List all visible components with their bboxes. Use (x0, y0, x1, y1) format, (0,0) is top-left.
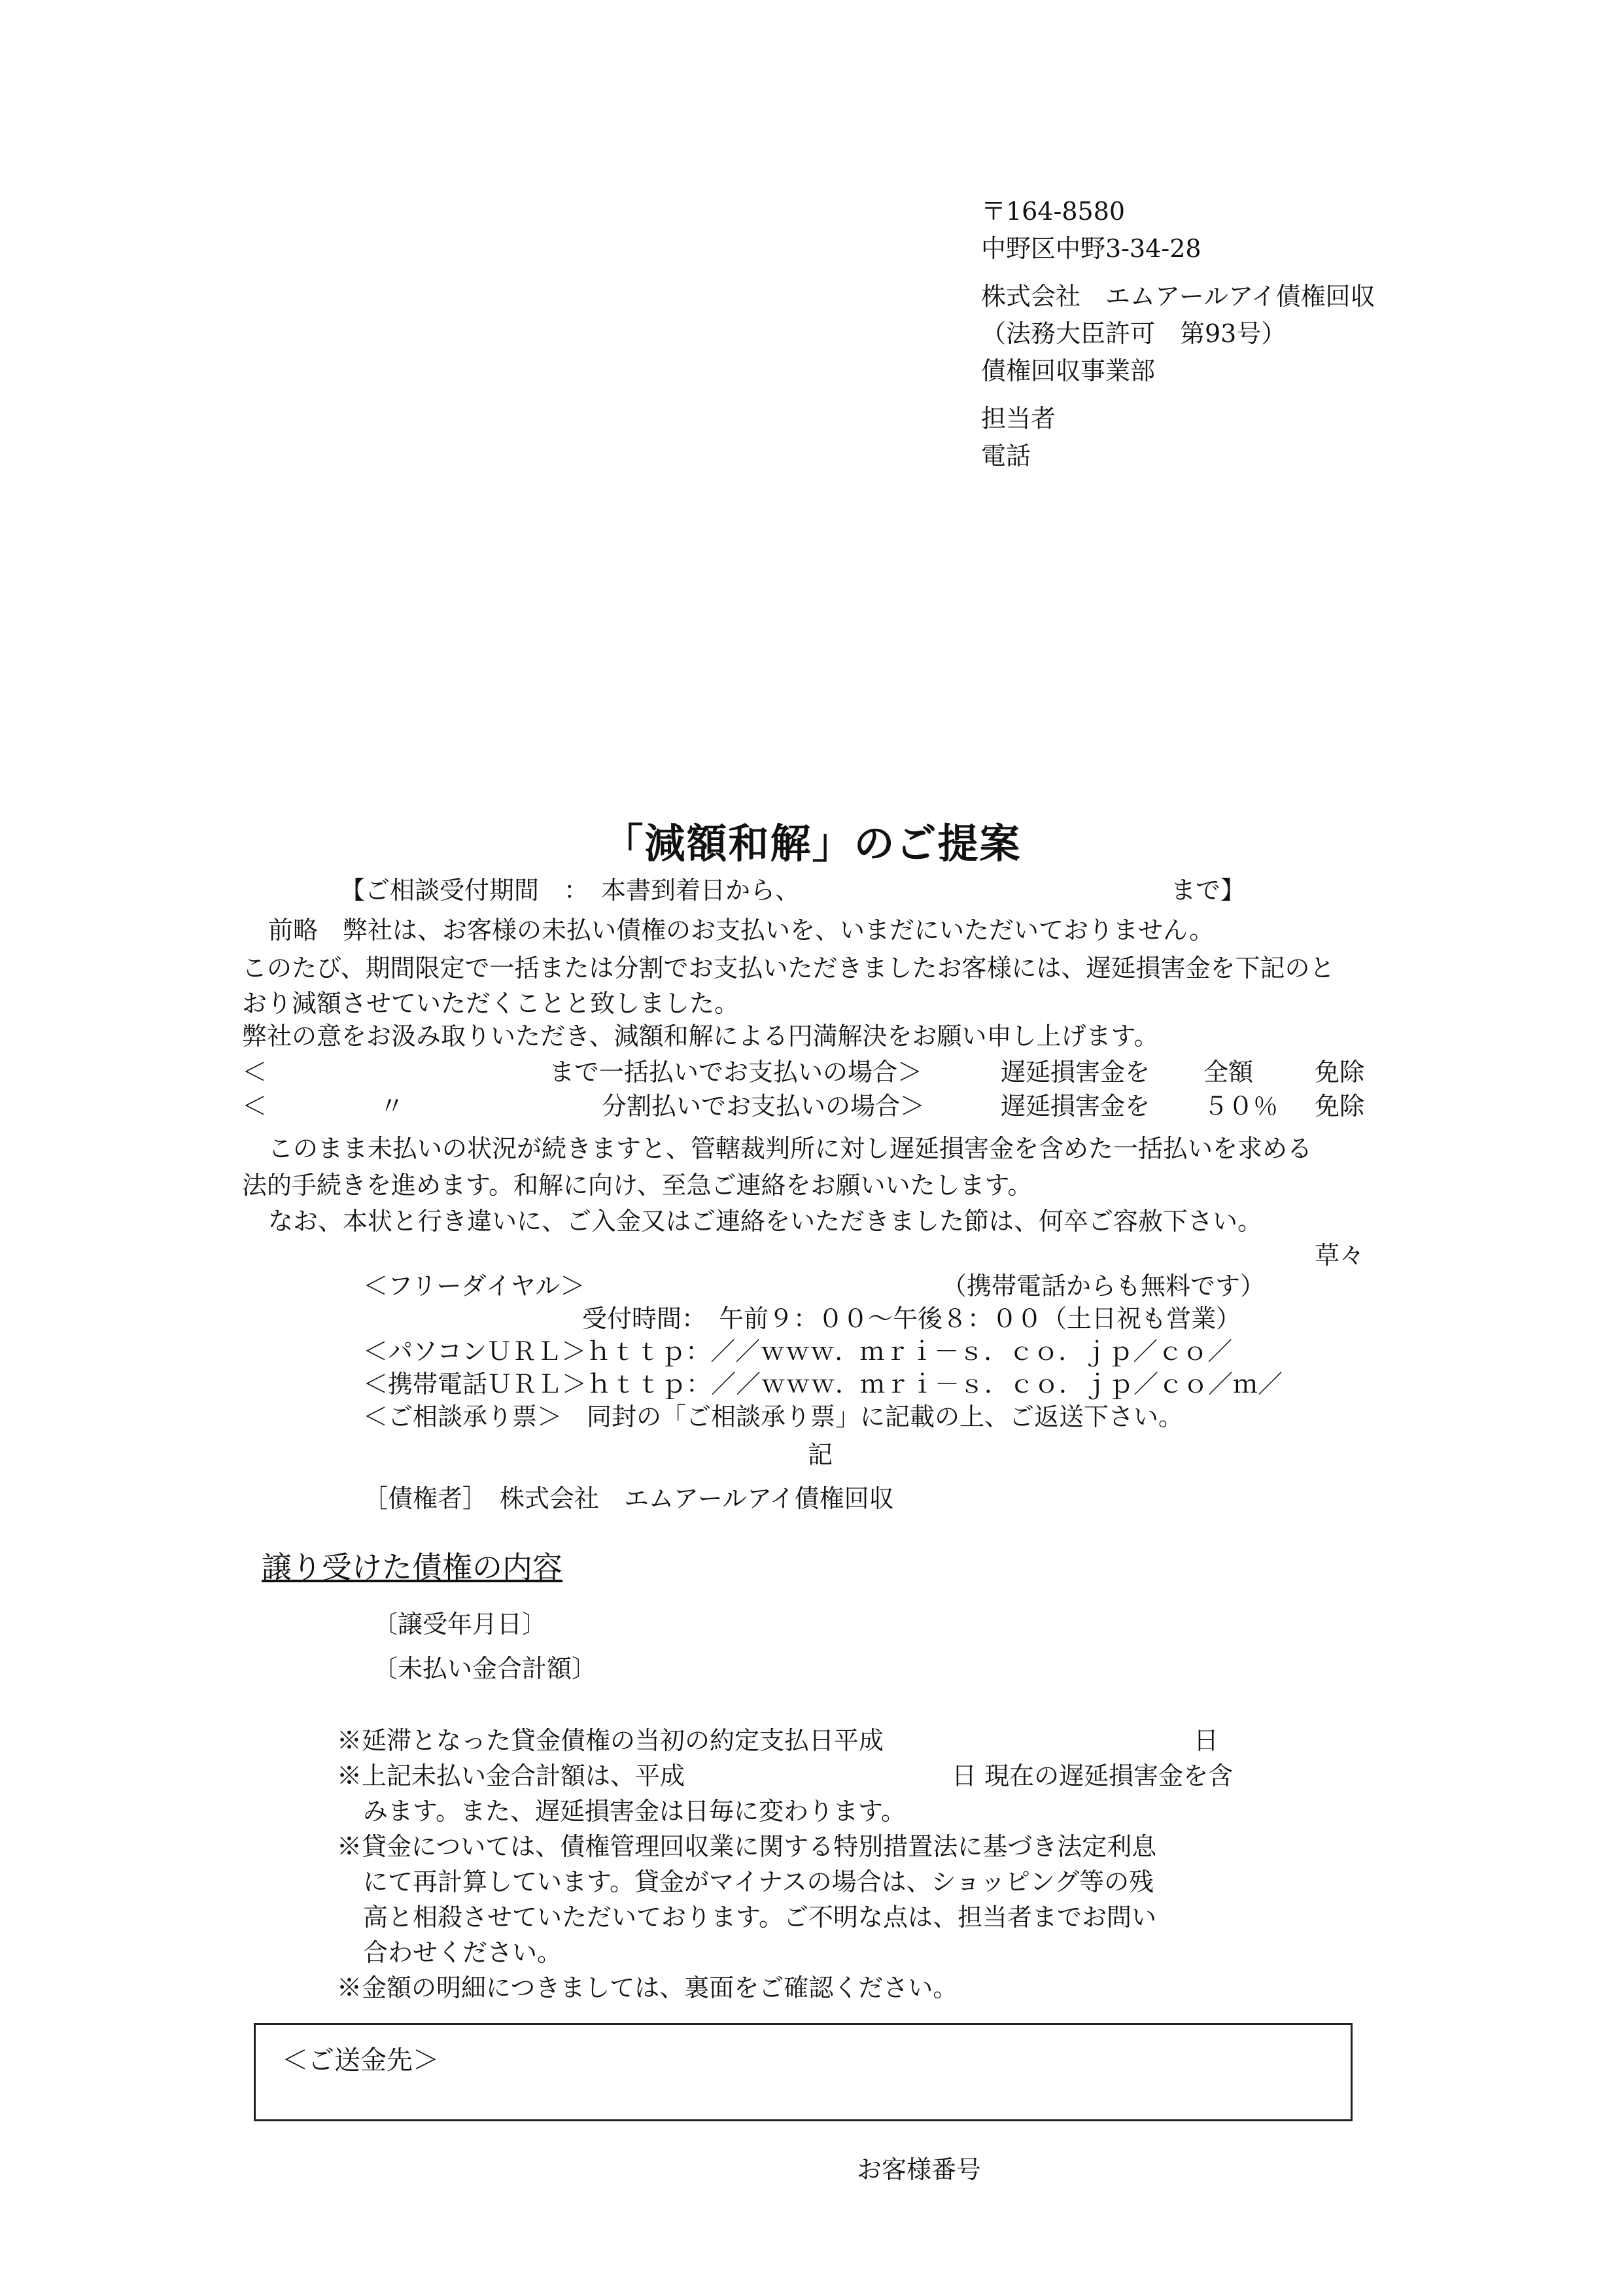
period-open: 【ご相談受付期間 ： 本書到着日から、 (340, 876, 801, 905)
sender-phone: 電話 (981, 442, 1031, 470)
offer-2-action: 免除 (1315, 1092, 1365, 1120)
warning-l3: なお、本状と行き違いに、ご入金又はご連絡をいただきました節は、何卒ご容赦下さい。 (268, 1207, 1263, 1236)
offer-2-amount: ５０％ (1203, 1092, 1279, 1120)
body-p2a: このたび、期間限定で一括または分割でお支払いただきましたお客様には、遅延損害金を下記のと (242, 954, 1335, 982)
note-3c: 高と相殺させていただいております。ご不明な点は、担当者までお問い (363, 1903, 1156, 1932)
offer-1-open: ＜ (242, 1058, 268, 1086)
offer-1-action: 免除 (1315, 1058, 1365, 1086)
note-2a: ※上記未払い金合計額は、平成 (337, 1762, 685, 1790)
offer-2-fee: 遅延損害金を (1001, 1092, 1150, 1120)
note-3a: ※貸金については、債権管理回収業に関する特別措置法に基づき法定利息 (337, 1832, 1157, 1861)
closing-soso: 草々 (1315, 1241, 1365, 1270)
note-2b: 日 現在の遅延損害金を含 (952, 1762, 1234, 1790)
period-close: まで】 (1171, 876, 1246, 905)
consult-slip: ＜ご相談承り票＞ 同封の「ご相談承り票」に記載の上、ご返送下さい。 (363, 1402, 1184, 1431)
sender-block (981, 193, 1375, 475)
note-3d: 合わせください。 (363, 1938, 562, 1967)
offer-2-open: ＜ (242, 1092, 268, 1120)
transfer-total-label: 〔未払い金合計額〕 (373, 1654, 597, 1683)
transfer-date-label: 〔譲受年月日〕 (373, 1610, 547, 1639)
pc-url: ＜パソコンＵＲＬ＞ｈｔｔｐ：／／ｗｗｗ．ｍｒｉ－ｓ．ｃｏ．ｊｐ／ｃｏ／ (363, 1337, 1233, 1366)
mobile-free-note: （携帯電話からも無料です） (942, 1272, 1266, 1300)
ki-label: 記 (808, 1440, 833, 1469)
body-p2b: おり減額させていただくことと致しました。 (242, 989, 740, 1018)
creditor: ［債権者］ 株式会社 エムアールアイ債権回収 (363, 1484, 894, 1513)
sender-department: 債権回収事業部 (981, 356, 1156, 385)
mobile-url: ＜携帯電話ＵＲＬ＞ｈｔｔｐ：／／ｗｗｗ．ｍｒｉ－ｓ．ｃｏ．ｊｐ／ｃｏ／ｍ／ (363, 1370, 1283, 1398)
offer-2-label: 分割払いでお支払いの場合＞ (602, 1092, 925, 1120)
sender-company: 株式会社 エムアールアイ債権回収 (981, 282, 1375, 311)
sender-postal: 〒164-8580 (981, 197, 1126, 226)
remit-box (254, 2023, 1353, 2121)
offer-1-fee: 遅延損害金を (1001, 1058, 1150, 1086)
body-p3: 弊社の意をお汲み取りいただき、減額和解による円満解決をお願い申し上げます。 (242, 1022, 1159, 1050)
reception-hours: 受付時間： 午前９：００～午後８：００（土日祝も営業） (582, 1304, 1241, 1333)
warning-l1: このまま未払いの状況が続きますと、管轄裁判所に対し遅延損害金を含めた一括払いを求める (268, 1134, 1313, 1163)
note-1a: ※延滞となった貸金債権の当初の約定支払日平成 (337, 1726, 884, 1755)
document-title: 「減額和解」のご提案 (602, 820, 1022, 867)
freedial-label: ＜フリーダイヤル＞ (363, 1272, 585, 1300)
remit-label: ＜ご送金先＞ (282, 2045, 439, 2075)
sender-address: 中野区中野3-34-28 (981, 234, 1201, 263)
note-2c: みます。また、遅延損害金は日毎に変わります。 (363, 1797, 906, 1826)
note-4: ※金額の明細につきましては、裏面をご確認ください。 (337, 1973, 958, 2002)
sender-contact-person: 担当者 (981, 404, 1056, 433)
offer-1-label: まで一括払いでお支払いの場合＞ (549, 1058, 923, 1086)
note-3b: にて再計算しています。貸金がマイナスの場合は、ショッピング等の残 (363, 1867, 1154, 1896)
warning-l2: 法的手続きを進めます。和解に向け、至急ご連絡をお願いいたします。 (242, 1171, 1033, 1200)
note-1b: 日 (1194, 1726, 1219, 1755)
offer-1-amount: 全額 (1203, 1058, 1254, 1086)
customer-number-label: お客様番号 (857, 2155, 982, 2184)
body-p1: 前略 弊社は、お客様の未払い債権のお支払いを、いまだにいただいておりません。 (268, 916, 1215, 945)
sender-license: （法務大臣許可 第93号） (981, 319, 1287, 348)
offer-2-ditto: 〃 (379, 1092, 405, 1120)
transfer-heading: 譲り受けた債権の内容 (262, 1550, 562, 1585)
